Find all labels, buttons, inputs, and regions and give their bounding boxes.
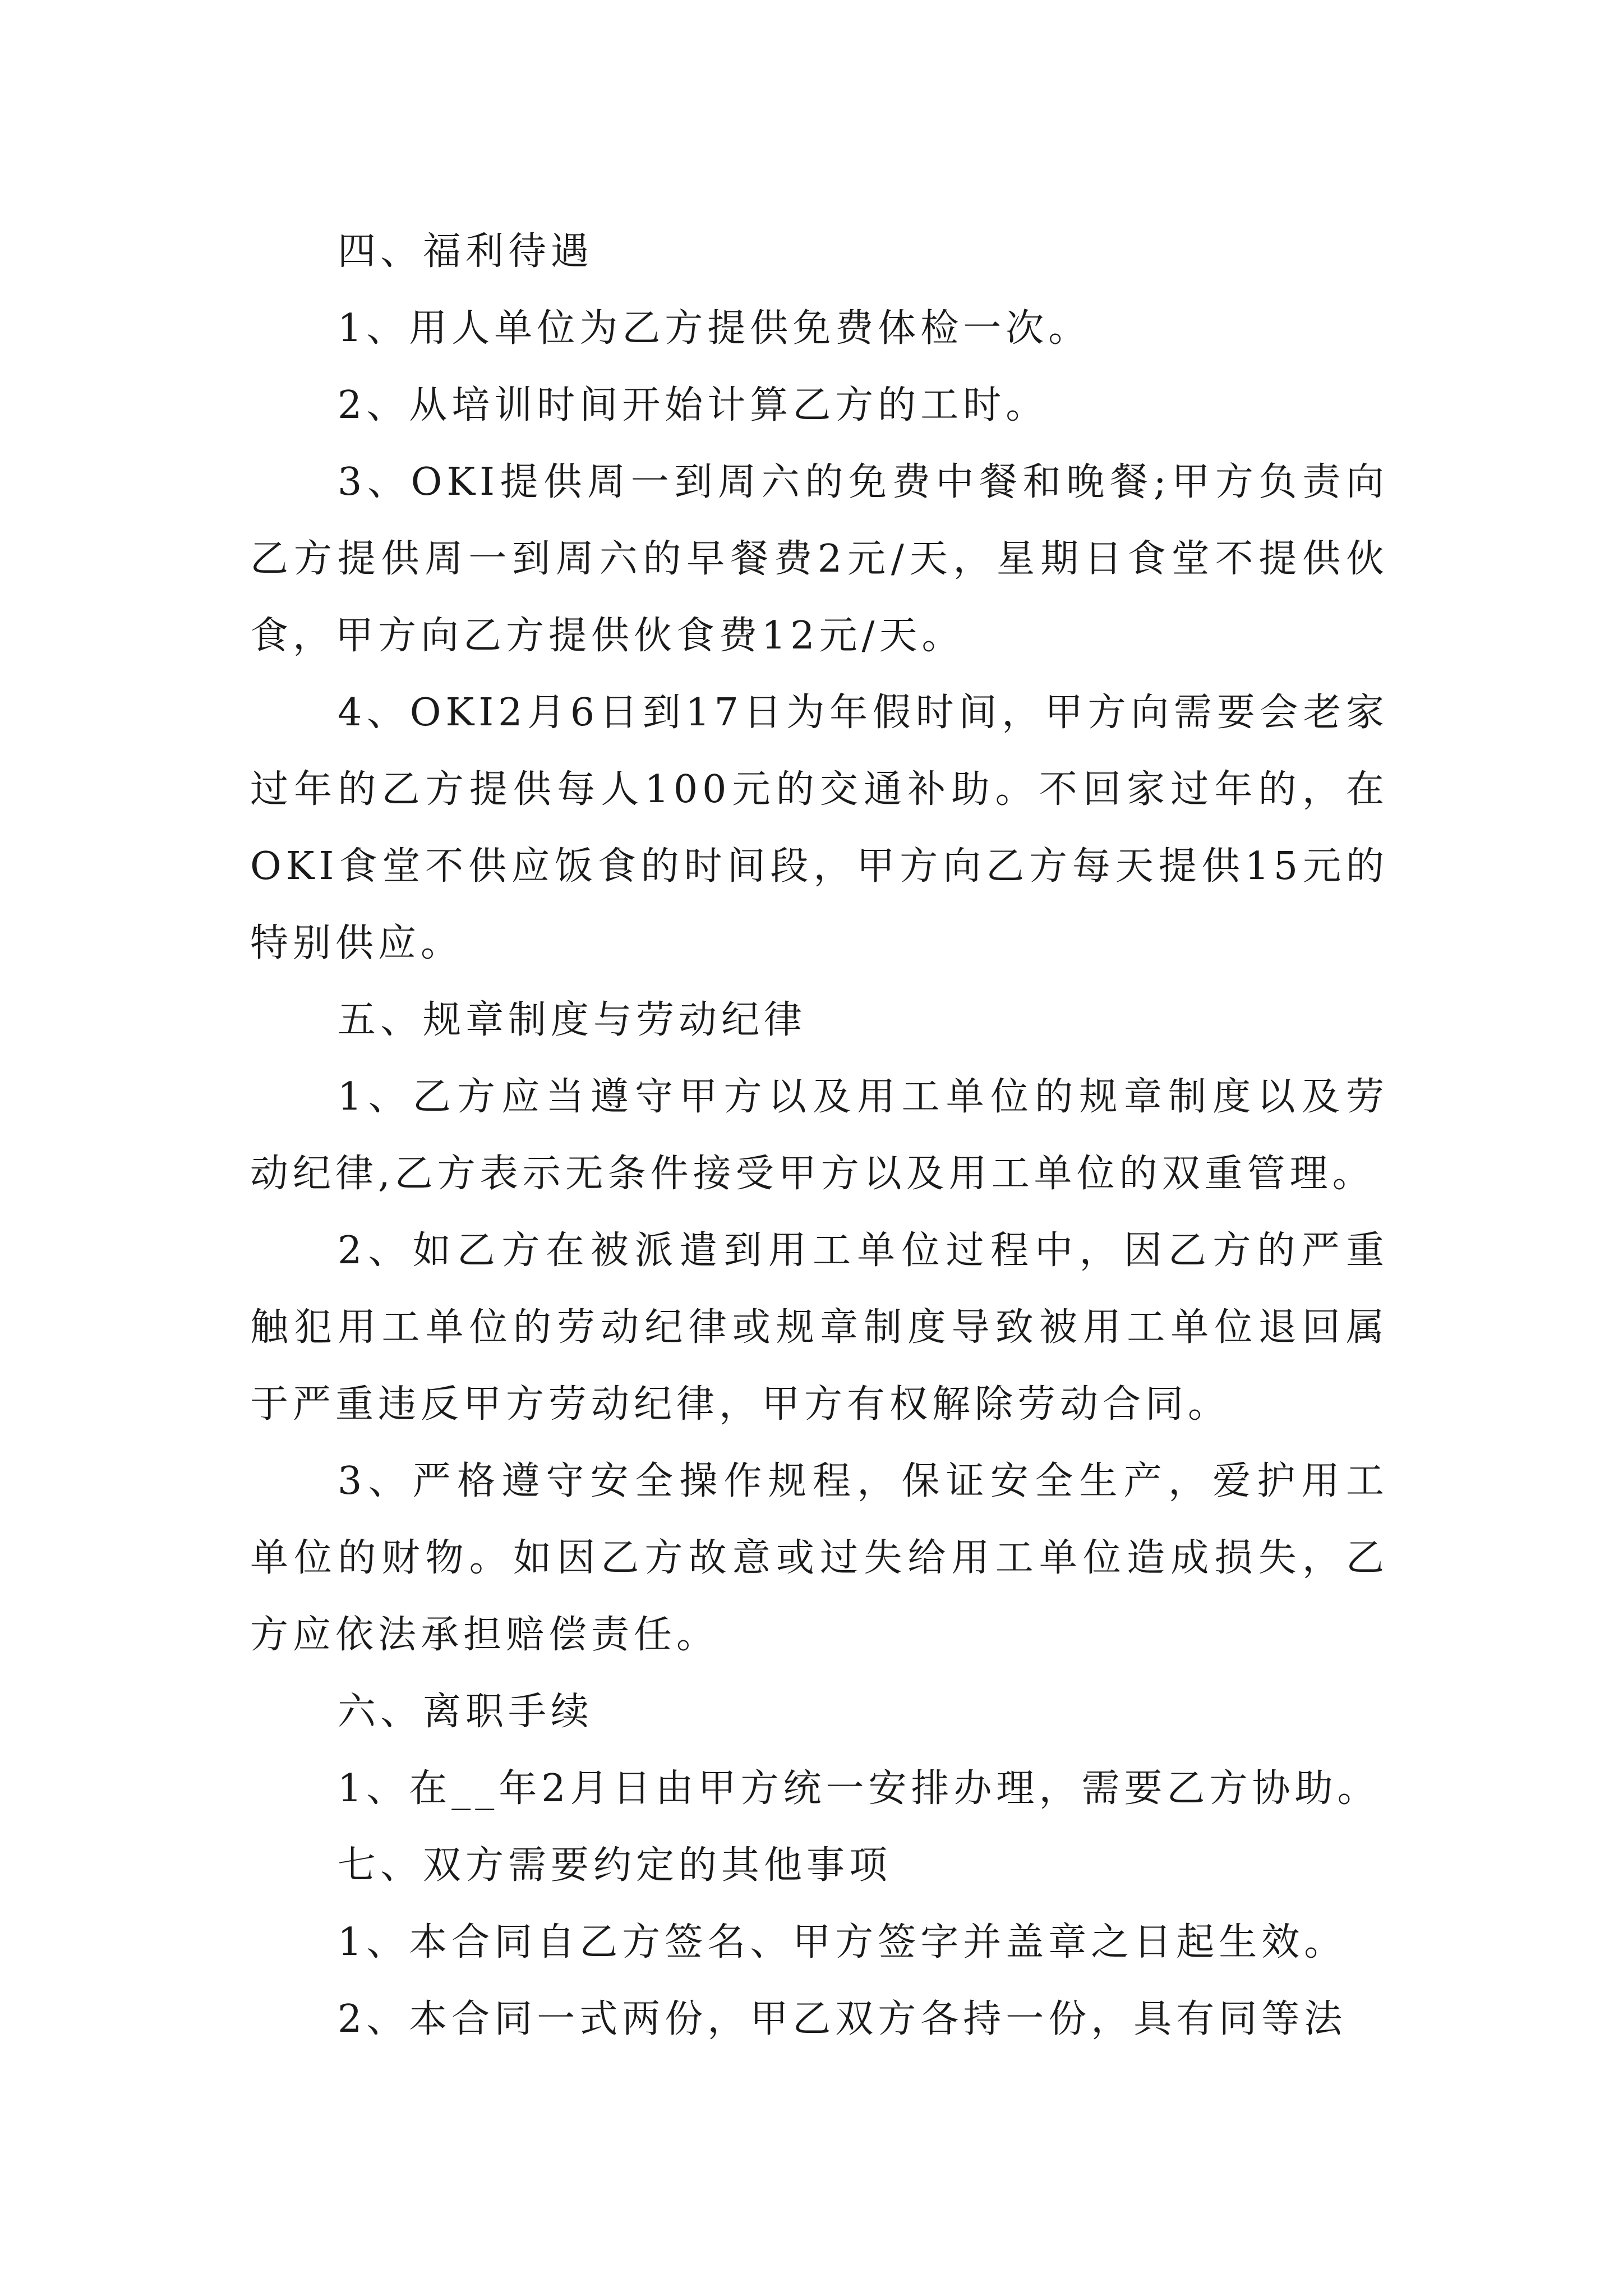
section-heading-other-matters: 七、双方需要约定的其他事项 bbox=[338, 1843, 892, 1888]
paragraph-welfare-2: 2、从培训时间开始计算乙方的工时。 bbox=[338, 383, 1049, 427]
paragraph-welfare-4: 4、OKI2月6日到17日为年假时间，甲方向需要会老家过年的乙方提供每人100元的交通补助。不回家过年的，在OKI食堂不供应饭食的时间段，甲方向乙方每天提供15元的特别供应。 bbox=[250, 691, 1389, 965]
section-heading-resignation: 六、离职手续 bbox=[338, 1690, 594, 1734]
document-body bbox=[250, 213, 1389, 2058]
paragraph-rules-1: 1、乙方应当遵守甲方以及用工单位的规章制度以及劳动纪律,乙方表示无条件接受甲方以及用工单位的双重管理。 bbox=[250, 1075, 1389, 1196]
paragraph-rules-2: 2、如乙方在被派遣到用工单位过程中，因乙方的严重触犯用工单位的劳动纪律或规章制度导致被用工单位退回属于严重违反甲方劳动纪律，甲方有权解除劳动合同。 bbox=[250, 1228, 1389, 1427]
paragraph-other-1: 1、本合同自乙方签名、甲方签字并盖章之日起生效。 bbox=[338, 1920, 1347, 1964]
paragraph-welfare-1: 1、用人单位为乙方提供免费体检一次。 bbox=[338, 306, 1091, 351]
paragraph-other-2: 2、本合同一式两份，甲乙双方各持一份，具有同等法 bbox=[338, 1997, 1347, 2041]
section-heading-rules: 五、规章制度与劳动纪律 bbox=[338, 998, 807, 1042]
paragraph-resignation-1: 1、在__年2月日由甲方统一安排办理，需要乙方协助。 bbox=[338, 1766, 1380, 1811]
paragraph-rules-3: 3、严格遵守安全操作规程，保证安全生产，爱护用工单位的财物。如因乙方故意或过失给用工单位造成损失，乙方应依法承担赔偿责任。 bbox=[250, 1459, 1389, 1657]
paragraph-welfare-3: 3、OKI提供周一到周六的免费中餐和晚餐;甲方负责向乙方提供周一到周六的早餐费2元/天，星期日食堂不提供伙食，甲方向乙方提供伙食费12元/天。 bbox=[250, 460, 1389, 658]
section-heading-welfare: 四、福利待遇 bbox=[338, 229, 594, 274]
